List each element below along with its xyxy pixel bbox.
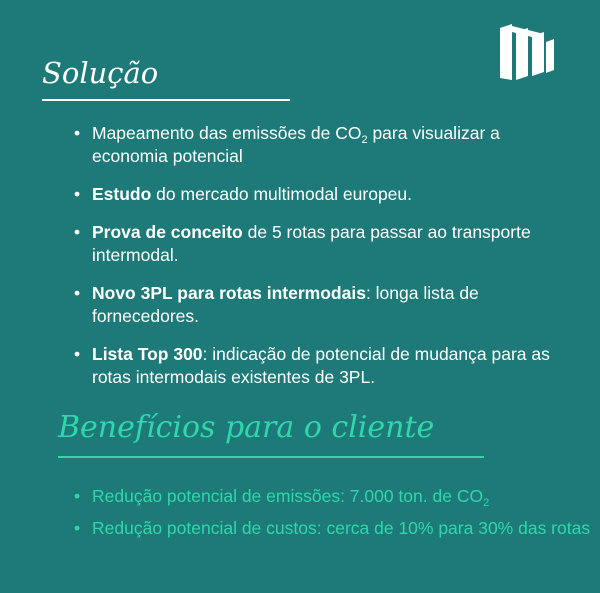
item-bold: Lista Top 300: [92, 344, 203, 364]
benefits-list: [72, 485, 592, 549]
item-bold: Novo 3PL para rotas intermodais: [92, 283, 366, 303]
item-text: Redução potencial de emissões: 7.000 ton. de CO: [92, 486, 484, 506]
solution-list: [72, 122, 572, 404]
section-title-beneficios: Benefícios para o cliente: [58, 410, 435, 445]
item-bold: Estudo: [92, 184, 152, 204]
list-item: [72, 282, 572, 328]
divider: [58, 456, 484, 458]
item-text-after: para visualizar a economia potencial: [92, 123, 500, 166]
list-item: [72, 517, 592, 539]
brand-logo-icon: [498, 22, 556, 82]
list-item: [72, 485, 592, 507]
item-text: : indicação de potencial de mudança para as rotas intermodais existentes de 3PL.: [92, 344, 550, 387]
item-bold: Prova de conceito: [92, 222, 243, 242]
item-text: : longa lista de fornecedores.: [92, 283, 479, 326]
item-text: Mapeamento das emissões de CO: [92, 123, 362, 143]
section-title-solucao: Solução: [42, 56, 159, 90]
list-item: [72, 221, 572, 267]
subscript: 2: [483, 497, 490, 509]
list-item: [72, 343, 572, 389]
item-text: do mercado multimodal europeu.: [151, 184, 413, 204]
list-item: [72, 183, 572, 206]
list-item: [72, 122, 572, 168]
item-text: Redução potencial de custos: cerca de 10% para 30% das rotas: [92, 518, 591, 538]
item-text: de 5 rotas para passar ao transporte intermodal.: [92, 222, 531, 265]
divider: [42, 99, 290, 101]
subscript: 2: [361, 134, 368, 146]
